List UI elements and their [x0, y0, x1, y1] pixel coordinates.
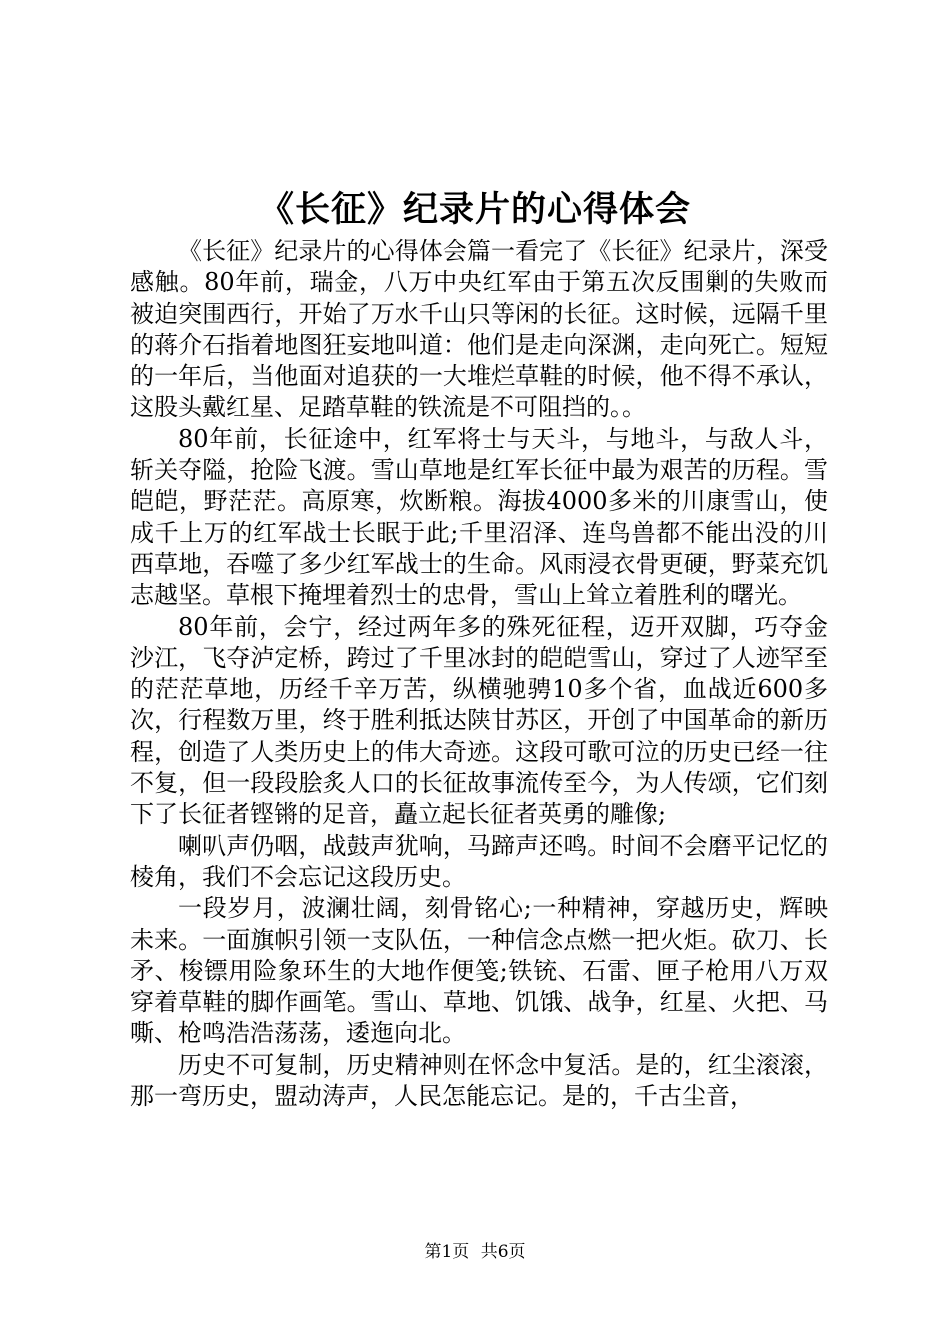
page-total: 共6页 [480, 1242, 526, 1262]
paragraph: 喇叭声仍咽，战鼓声犹响，马蹄声还鸣。时间不会磨平记忆的棱角，我们不会忘记这段历史。 [130, 831, 828, 891]
paragraph: 80年前，长征途中，红军将士与天斗，与地斗，与敌人斗，斩关夺隘，抢险飞渡。雪山草地是红军长征中最为艰苦的历程。雪皑皑，野茫茫。高原寒，炊断粮。海拔4000多米的川康雪山，使成千上万的红军战士长眠于此;千里沼泽、连鸟兽都不能出没的川西草地，吞噬了多少红军战士的生命。风雨浸衣骨更硬，野菜充饥志越坚。草根下掩埋着烈士的忠骨，雪山上耸立着胜利的曙光。 [130, 424, 828, 610]
document-title: 《长征》纪录片的心得体会 [258, 189, 691, 230]
paragraph: 一段岁月，波澜壮阔，刻骨铭心;一种精神，穿越历史，辉映未来。一面旗帜引领一支队伍，一种信念点燃一把火炬。砍刀、长矛、梭镖用险象环生的大地作便笺;铁铳、石雷、匣子枪用八万双穿着草鞋的脚作画笔。雪山、草地、饥饿、战争，红星、火把、马嘶、枪鸣浩浩荡荡，逶迤向北。 [130, 894, 828, 1048]
paragraph: 80年前，会宁，经过两年多的殊死征程，迈开双脚，巧夺金沙江，飞夺泸定桥，跨过了千里冰封的皑皑雪山，穿过了人迹罕至的茫茫草地，历经千辛万苦，纵横驰骋10多个省，血战近600多次，行程数万里，终于胜利抵达陕甘苏区，开创了中国革命的新历程，创造了人类历史上的伟大奇迹。这段可歌可泣的历史已经一往不复，但一段段脍炙人口的长征故事流传至今，为人传颂，它们刻下了长征者铿锵的足音，矗立起长征者英勇的雕像; [130, 612, 828, 829]
paragraph: 历史不可复制，历史精神则在怀念中复活。是的，红尘滚滚，那一弯历史，盟动涛声，人民怎能忘记。是的，千古尘音， [130, 1050, 828, 1111]
page-number: 第1页 [424, 1242, 470, 1262]
document-body [130, 236, 828, 1112]
paragraph: 《长征》纪录片的心得体会篇一看完了《长征》纪录片，深受感触。80年前，瑞金，八万中央红军由于第五次反围剿的失败而被迫突围西行，开始了万水千山只等闲的长征。这时候，远隔千里的蒋介石指着地图狂妄地叫道：他们是走向深渊，走向死亡。短短的一年后，当他面对追获的一大堆烂草鞋的时候，他不得不承认，这股头戴红星、足踏草鞋的铁流是不可阻挡的。。 [130, 237, 828, 422]
page-footer [0, 1241, 950, 1263]
